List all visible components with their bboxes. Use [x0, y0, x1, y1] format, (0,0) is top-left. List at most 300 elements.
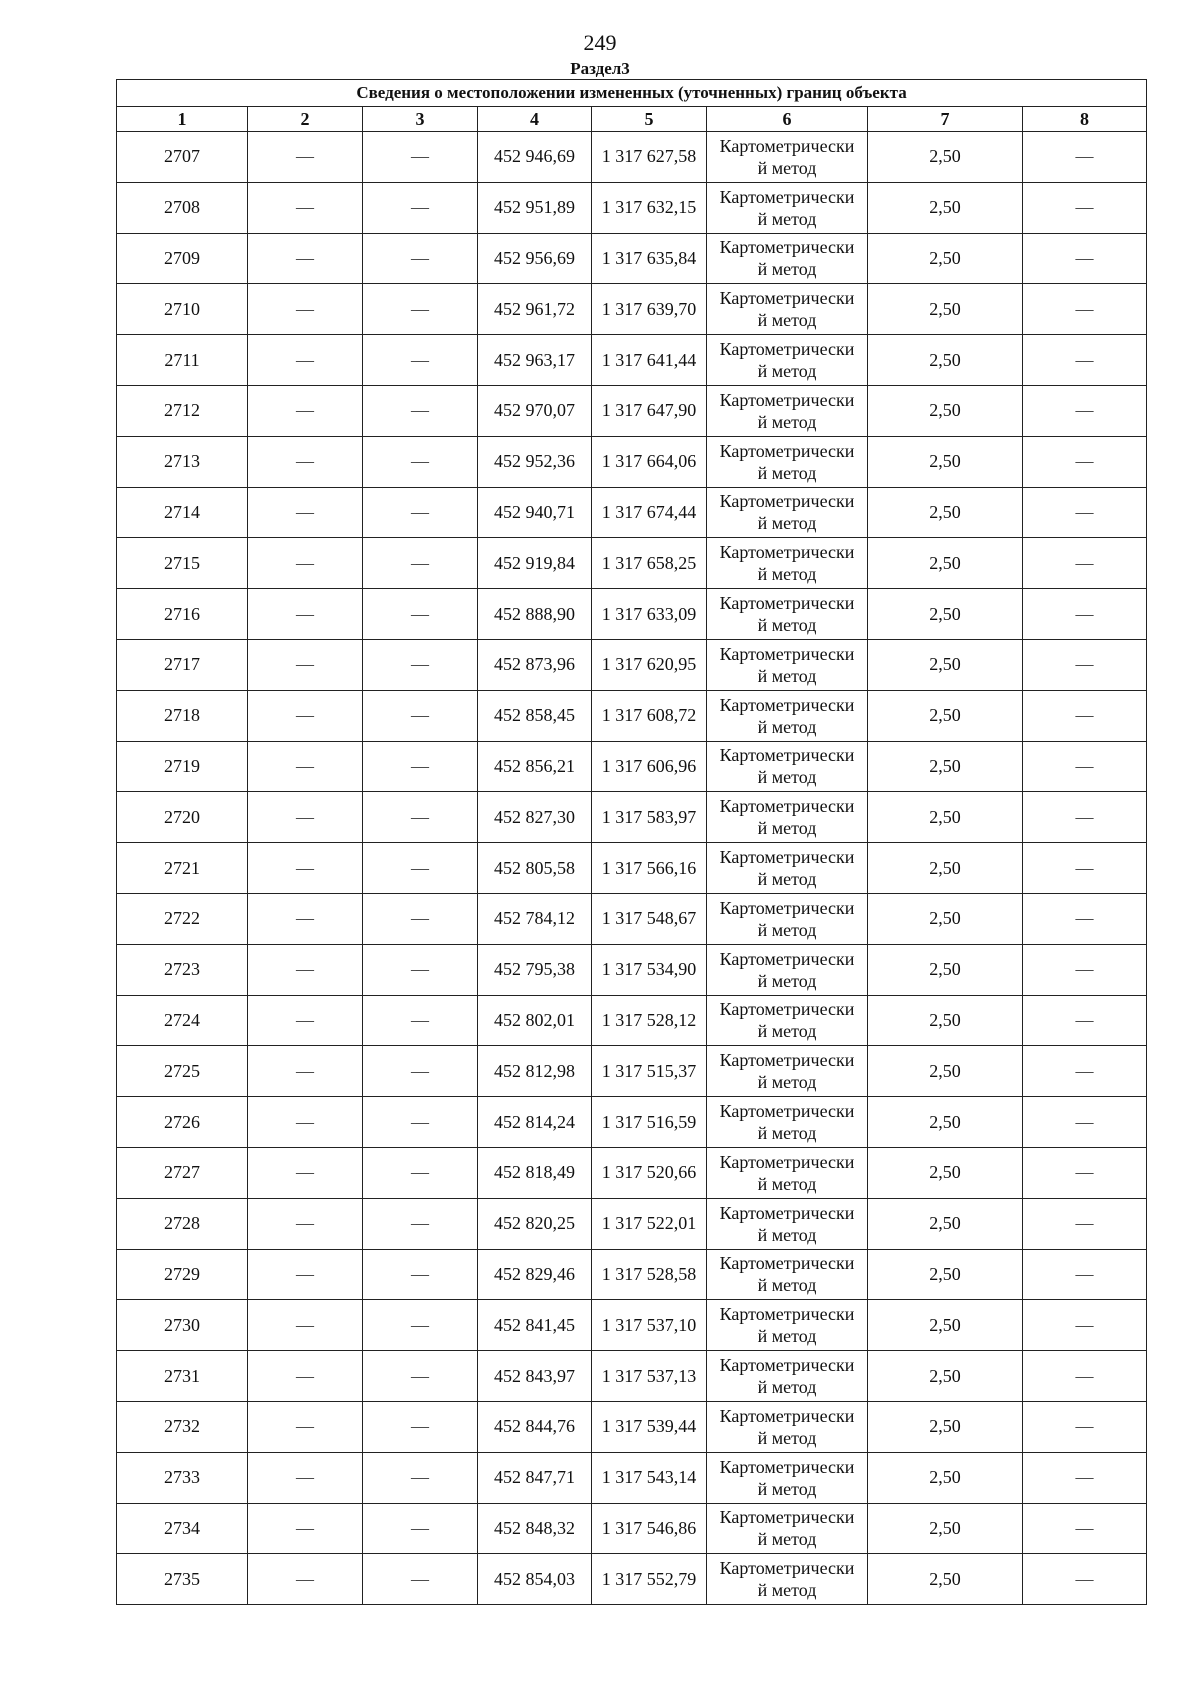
- section-label: Раздел3: [570, 59, 630, 78]
- x-coordinate-cell: 452 820,25: [478, 1198, 592, 1249]
- x-coordinate-cell: 452 956,69: [478, 233, 592, 284]
- method-cell: [707, 385, 868, 436]
- col8-cell: —: [1023, 487, 1147, 538]
- col3-cell: —: [363, 1097, 478, 1148]
- method-cell: [707, 335, 868, 386]
- x-coordinate-cell: 452 829,46: [478, 1249, 592, 1300]
- col8-cell: —: [1023, 1503, 1147, 1554]
- col3-cell: —: [363, 1554, 478, 1605]
- accuracy-cell: 2,50: [868, 741, 1023, 792]
- x-coordinate-cell: 452 970,07: [478, 385, 592, 436]
- y-coordinate-cell: 1 317 537,13: [592, 1351, 707, 1402]
- table-row: [117, 1452, 1147, 1503]
- method-text-line: й метод: [757, 1580, 817, 1601]
- col2-cell: —: [248, 284, 363, 335]
- x-coordinate-cell: 452 940,71: [478, 487, 592, 538]
- y-coordinate-cell: 1 317 548,67: [592, 893, 707, 944]
- col2-cell: —: [248, 690, 363, 741]
- page-number: 249: [583, 30, 617, 55]
- col2-cell: —: [248, 1046, 363, 1097]
- method-text-line: Картометрически: [719, 643, 855, 664]
- method-text-line: й метод: [757, 208, 817, 229]
- col3-cell: —: [363, 1452, 478, 1503]
- col8-cell: —: [1023, 233, 1147, 284]
- col2-cell: —: [248, 1147, 363, 1198]
- method-cell: [707, 1147, 868, 1198]
- point-number-cell: 2712: [117, 385, 248, 436]
- method-text-line: й метод: [757, 1377, 817, 1398]
- y-coordinate-cell: 1 317 552,79: [592, 1554, 707, 1605]
- method-text-line: Картометрически: [719, 897, 855, 918]
- column-number: 5: [592, 107, 707, 132]
- accuracy-cell: 2,50: [868, 1351, 1023, 1402]
- method-text-line: й метод: [757, 462, 817, 483]
- method-text-line: Картометрически: [719, 1507, 855, 1528]
- method-cell: [707, 487, 868, 538]
- col3-cell: —: [363, 436, 478, 487]
- method-cell: [707, 1452, 868, 1503]
- x-coordinate-cell: 452 812,98: [478, 1046, 592, 1097]
- method-text-line: й метод: [757, 1021, 817, 1042]
- method-text-line: Картометрически: [719, 1101, 855, 1122]
- table-row: [117, 487, 1147, 538]
- col8-cell: —: [1023, 1452, 1147, 1503]
- table-row: [117, 284, 1147, 335]
- method-text-line: Картометрически: [719, 237, 855, 258]
- y-coordinate-cell: 1 317 608,72: [592, 690, 707, 741]
- method-text-line: й метод: [757, 1478, 817, 1499]
- y-coordinate-cell: 1 317 522,01: [592, 1198, 707, 1249]
- point-number-cell: 2732: [117, 1401, 248, 1452]
- method-text-line: Картометрически: [719, 288, 855, 309]
- x-coordinate-cell: 452 844,76: [478, 1401, 592, 1452]
- col2-cell: —: [248, 1198, 363, 1249]
- method-text-line: й метод: [757, 411, 817, 432]
- column-number: 2: [248, 107, 363, 132]
- table-row: [117, 182, 1147, 233]
- method-cell: [707, 1198, 868, 1249]
- x-coordinate-cell: 452 858,45: [478, 690, 592, 741]
- col2-cell: —: [248, 741, 363, 792]
- y-coordinate-cell: 1 317 543,14: [592, 1452, 707, 1503]
- accuracy-cell: 2,50: [868, 436, 1023, 487]
- x-coordinate-cell: 452 952,36: [478, 436, 592, 487]
- method-text-line: Картометрически: [719, 542, 855, 563]
- col3-cell: —: [363, 995, 478, 1046]
- col2-cell: —: [248, 335, 363, 386]
- point-number-cell: 2707: [117, 132, 248, 183]
- accuracy-cell: 2,50: [868, 1249, 1023, 1300]
- method-cell: [707, 1097, 868, 1148]
- point-number-cell: 2726: [117, 1097, 248, 1148]
- column-number: 1: [117, 107, 248, 132]
- method-text-line: Картометрически: [719, 135, 855, 156]
- method-text-line: й метод: [757, 564, 817, 585]
- x-coordinate-cell: 452 848,32: [478, 1503, 592, 1554]
- table-row: [117, 1554, 1147, 1605]
- y-coordinate-cell: 1 317 516,59: [592, 1097, 707, 1148]
- accuracy-cell: 2,50: [868, 1097, 1023, 1148]
- method-text-line: Картометрически: [719, 796, 855, 817]
- column-number: 8: [1023, 107, 1147, 132]
- table-row: [117, 792, 1147, 843]
- point-number-cell: 2714: [117, 487, 248, 538]
- col2-cell: —: [248, 538, 363, 589]
- table-title-row: [117, 80, 1147, 107]
- x-coordinate-cell: 452 946,69: [478, 132, 592, 183]
- table-row: [117, 893, 1147, 944]
- accuracy-cell: 2,50: [868, 1401, 1023, 1452]
- column-number: 6: [707, 107, 868, 132]
- table-row: [117, 944, 1147, 995]
- col8-cell: —: [1023, 741, 1147, 792]
- point-number-cell: 2711: [117, 335, 248, 386]
- method-text-line: Картометрически: [719, 745, 855, 766]
- method-text-line: Картометрически: [719, 491, 855, 512]
- point-number-cell: 2719: [117, 741, 248, 792]
- col3-cell: —: [363, 538, 478, 589]
- accuracy-cell: 2,50: [868, 335, 1023, 386]
- method-text-line: й метод: [757, 665, 817, 686]
- accuracy-cell: 2,50: [868, 487, 1023, 538]
- y-coordinate-cell: 1 317 627,58: [592, 132, 707, 183]
- x-coordinate-cell: 452 856,21: [478, 741, 592, 792]
- col2-cell: —: [248, 1249, 363, 1300]
- col8-cell: —: [1023, 893, 1147, 944]
- table-row: [117, 1147, 1147, 1198]
- accuracy-cell: 2,50: [868, 1147, 1023, 1198]
- method-cell: [707, 182, 868, 233]
- col8-cell: —: [1023, 690, 1147, 741]
- col8-cell: —: [1023, 1198, 1147, 1249]
- table-row: [117, 1097, 1147, 1148]
- col3-cell: —: [363, 1351, 478, 1402]
- col3-cell: —: [363, 1503, 478, 1554]
- accuracy-cell: 2,50: [868, 1300, 1023, 1351]
- point-number-cell: 2724: [117, 995, 248, 1046]
- method-text-line: Картометрически: [719, 847, 855, 868]
- col8-cell: —: [1023, 589, 1147, 640]
- method-text-line: й метод: [757, 818, 817, 839]
- table-row: [117, 233, 1147, 284]
- col2-cell: —: [248, 1503, 363, 1554]
- x-coordinate-cell: 452 888,90: [478, 589, 592, 640]
- table-row: [117, 1351, 1147, 1402]
- y-coordinate-cell: 1 317 620,95: [592, 639, 707, 690]
- method-cell: [707, 690, 868, 741]
- table-row: [117, 436, 1147, 487]
- method-cell: [707, 1503, 868, 1554]
- point-number-cell: 2713: [117, 436, 248, 487]
- method-text-line: Картометрически: [719, 1355, 855, 1376]
- point-number-cell: 2718: [117, 690, 248, 741]
- method-text-line: й метод: [757, 157, 817, 178]
- method-text-line: й метод: [757, 513, 817, 534]
- method-text-line: й метод: [757, 1326, 817, 1347]
- accuracy-cell: 2,50: [868, 792, 1023, 843]
- x-coordinate-cell: 452 963,17: [478, 335, 592, 386]
- method-text-line: й метод: [757, 1173, 817, 1194]
- col8-cell: —: [1023, 944, 1147, 995]
- method-text-line: й метод: [757, 1123, 817, 1144]
- accuracy-cell: 2,50: [868, 589, 1023, 640]
- col2-cell: —: [248, 132, 363, 183]
- method-text-line: Картометрически: [719, 999, 855, 1020]
- col8-cell: —: [1023, 538, 1147, 589]
- method-text-line: Картометрически: [719, 1202, 855, 1223]
- col2-cell: —: [248, 436, 363, 487]
- col3-cell: —: [363, 182, 478, 233]
- table-row: [117, 385, 1147, 436]
- table-row: [117, 843, 1147, 894]
- method-text-line: Картометрически: [719, 948, 855, 969]
- col8-cell: —: [1023, 639, 1147, 690]
- col8-cell: —: [1023, 132, 1147, 183]
- table-row: [117, 1198, 1147, 1249]
- method-text-line: Картометрически: [719, 1304, 855, 1325]
- method-cell: [707, 233, 868, 284]
- method-cell: [707, 1300, 868, 1351]
- method-text-line: й метод: [757, 1427, 817, 1448]
- x-coordinate-cell: 452 841,45: [478, 1300, 592, 1351]
- table-row: [117, 1401, 1147, 1452]
- y-coordinate-cell: 1 317 520,66: [592, 1147, 707, 1198]
- accuracy-cell: 2,50: [868, 182, 1023, 233]
- col3-cell: —: [363, 1300, 478, 1351]
- col3-cell: —: [363, 1046, 478, 1097]
- col8-cell: —: [1023, 436, 1147, 487]
- method-text-line: Картометрически: [719, 1050, 855, 1071]
- x-coordinate-cell: 452 854,03: [478, 1554, 592, 1605]
- x-coordinate-cell: 452 802,01: [478, 995, 592, 1046]
- col8-cell: —: [1023, 792, 1147, 843]
- y-coordinate-cell: 1 317 635,84: [592, 233, 707, 284]
- col2-cell: —: [248, 1452, 363, 1503]
- table-title: Сведения о местоположении измененных (уточненных) границ объекта: [117, 80, 1147, 107]
- y-coordinate-cell: 1 317 639,70: [592, 284, 707, 335]
- method-text-line: Картометрически: [719, 1151, 855, 1172]
- method-cell: [707, 1249, 868, 1300]
- method-cell: [707, 893, 868, 944]
- y-coordinate-cell: 1 317 632,15: [592, 182, 707, 233]
- column-number: 7: [868, 107, 1023, 132]
- col2-cell: —: [248, 1351, 363, 1402]
- x-coordinate-cell: 452 814,24: [478, 1097, 592, 1148]
- x-coordinate-cell: 452 873,96: [478, 639, 592, 690]
- x-coordinate-cell: 452 951,89: [478, 182, 592, 233]
- point-number-cell: 2716: [117, 589, 248, 640]
- column-number: 4: [478, 107, 592, 132]
- col8-cell: —: [1023, 1351, 1147, 1402]
- point-number-cell: 2710: [117, 284, 248, 335]
- col8-cell: —: [1023, 335, 1147, 386]
- col2-cell: —: [248, 944, 363, 995]
- accuracy-cell: 2,50: [868, 944, 1023, 995]
- x-coordinate-cell: 452 784,12: [478, 893, 592, 944]
- accuracy-cell: 2,50: [868, 1503, 1023, 1554]
- x-coordinate-cell: 452 847,71: [478, 1452, 592, 1503]
- method-text-line: Картометрически: [719, 440, 855, 461]
- col2-cell: —: [248, 1554, 363, 1605]
- method-text-line: й метод: [757, 310, 817, 331]
- col8-cell: —: [1023, 995, 1147, 1046]
- col3-cell: —: [363, 589, 478, 640]
- accuracy-cell: 2,50: [868, 385, 1023, 436]
- method-text-line: й метод: [757, 1224, 817, 1245]
- y-coordinate-cell: 1 317 606,96: [592, 741, 707, 792]
- x-coordinate-cell: 452 919,84: [478, 538, 592, 589]
- method-text-line: й метод: [757, 259, 817, 280]
- col8-cell: —: [1023, 1554, 1147, 1605]
- table-row: [117, 538, 1147, 589]
- point-number-cell: 2722: [117, 893, 248, 944]
- point-number-cell: 2720: [117, 792, 248, 843]
- method-text-line: й метод: [757, 970, 817, 991]
- col8-cell: —: [1023, 1401, 1147, 1452]
- point-number-cell: 2715: [117, 538, 248, 589]
- col2-cell: —: [248, 1401, 363, 1452]
- table-row: [117, 639, 1147, 690]
- column-number: 3: [363, 107, 478, 132]
- y-coordinate-cell: 1 317 674,44: [592, 487, 707, 538]
- col8-cell: —: [1023, 1300, 1147, 1351]
- point-number-cell: 2708: [117, 182, 248, 233]
- point-number-cell: 2731: [117, 1351, 248, 1402]
- col2-cell: —: [248, 792, 363, 843]
- col2-cell: —: [248, 589, 363, 640]
- col3-cell: —: [363, 1401, 478, 1452]
- col2-cell: —: [248, 843, 363, 894]
- col3-cell: —: [363, 385, 478, 436]
- method-text-line: й метод: [757, 716, 817, 737]
- accuracy-cell: 2,50: [868, 1452, 1023, 1503]
- accuracy-cell: 2,50: [868, 1046, 1023, 1097]
- point-number-cell: 2730: [117, 1300, 248, 1351]
- col3-cell: —: [363, 792, 478, 843]
- coordinates-table: [116, 79, 1147, 1605]
- col2-cell: —: [248, 233, 363, 284]
- x-coordinate-cell: 452 805,58: [478, 843, 592, 894]
- method-cell: [707, 589, 868, 640]
- method-cell: [707, 995, 868, 1046]
- accuracy-cell: 2,50: [868, 1198, 1023, 1249]
- col2-cell: —: [248, 487, 363, 538]
- col8-cell: —: [1023, 284, 1147, 335]
- method-text-line: й метод: [757, 767, 817, 788]
- point-number-cell: 2709: [117, 233, 248, 284]
- method-text-line: й метод: [757, 361, 817, 382]
- method-text-line: й метод: [757, 1529, 817, 1550]
- col3-cell: —: [363, 690, 478, 741]
- method-text-line: Картометрически: [719, 1558, 855, 1579]
- accuracy-cell: 2,50: [868, 690, 1023, 741]
- method-text-line: й метод: [757, 615, 817, 636]
- col2-cell: —: [248, 995, 363, 1046]
- col3-cell: —: [363, 944, 478, 995]
- method-cell: [707, 792, 868, 843]
- x-coordinate-cell: 452 843,97: [478, 1351, 592, 1402]
- col8-cell: —: [1023, 1249, 1147, 1300]
- method-cell: [707, 284, 868, 335]
- table-body: [117, 80, 1147, 1605]
- method-text-line: й метод: [757, 919, 817, 940]
- col3-cell: —: [363, 132, 478, 183]
- accuracy-cell: 2,50: [868, 284, 1023, 335]
- method-text-line: й метод: [757, 1072, 817, 1093]
- method-text-line: й метод: [757, 1275, 817, 1296]
- col3-cell: —: [363, 487, 478, 538]
- accuracy-cell: 2,50: [868, 995, 1023, 1046]
- y-coordinate-cell: 1 317 658,25: [592, 538, 707, 589]
- method-cell: [707, 1401, 868, 1452]
- y-coordinate-cell: 1 317 633,09: [592, 589, 707, 640]
- point-number-cell: 2723: [117, 944, 248, 995]
- table-row: [117, 589, 1147, 640]
- y-coordinate-cell: 1 317 537,10: [592, 1300, 707, 1351]
- table-row: [117, 335, 1147, 386]
- x-coordinate-cell: 452 795,38: [478, 944, 592, 995]
- accuracy-cell: 2,50: [868, 132, 1023, 183]
- col3-cell: —: [363, 741, 478, 792]
- accuracy-cell: 2,50: [868, 639, 1023, 690]
- method-text-line: Картометрически: [719, 694, 855, 715]
- table-row: [117, 1249, 1147, 1300]
- col2-cell: —: [248, 893, 363, 944]
- accuracy-cell: 2,50: [868, 893, 1023, 944]
- method-cell: [707, 944, 868, 995]
- col8-cell: —: [1023, 1046, 1147, 1097]
- accuracy-cell: 2,50: [868, 843, 1023, 894]
- method-cell: [707, 639, 868, 690]
- table-row: [117, 995, 1147, 1046]
- col3-cell: —: [363, 1249, 478, 1300]
- x-coordinate-cell: 452 818,49: [478, 1147, 592, 1198]
- y-coordinate-cell: 1 317 583,97: [592, 792, 707, 843]
- accuracy-cell: 2,50: [868, 1554, 1023, 1605]
- col2-cell: —: [248, 1097, 363, 1148]
- x-coordinate-cell: 452 827,30: [478, 792, 592, 843]
- method-text-line: Картометрически: [719, 1253, 855, 1274]
- x-coordinate-cell: 452 961,72: [478, 284, 592, 335]
- method-cell: [707, 741, 868, 792]
- table-row: [117, 741, 1147, 792]
- point-number-cell: 2717: [117, 639, 248, 690]
- point-number-cell: 2729: [117, 1249, 248, 1300]
- method-cell: [707, 1046, 868, 1097]
- y-coordinate-cell: 1 317 546,86: [592, 1503, 707, 1554]
- method-text-line: й метод: [757, 869, 817, 890]
- point-number-cell: 2728: [117, 1198, 248, 1249]
- method-cell: [707, 132, 868, 183]
- method-cell: [707, 1351, 868, 1402]
- col8-cell: —: [1023, 1097, 1147, 1148]
- col8-cell: —: [1023, 182, 1147, 233]
- method-text-line: Картометрически: [719, 1456, 855, 1477]
- y-coordinate-cell: 1 317 534,90: [592, 944, 707, 995]
- method-text-line: Картометрически: [719, 186, 855, 207]
- point-number-cell: 2733: [117, 1452, 248, 1503]
- y-coordinate-cell: 1 317 515,37: [592, 1046, 707, 1097]
- col2-cell: —: [248, 1300, 363, 1351]
- method-text-line: Картометрически: [719, 389, 855, 410]
- method-text-line: Картометрически: [719, 593, 855, 614]
- y-coordinate-cell: 1 317 539,44: [592, 1401, 707, 1452]
- table-row: [117, 1503, 1147, 1554]
- col2-cell: —: [248, 385, 363, 436]
- y-coordinate-cell: 1 317 566,16: [592, 843, 707, 894]
- y-coordinate-cell: 1 317 528,12: [592, 995, 707, 1046]
- point-number-cell: 2725: [117, 1046, 248, 1097]
